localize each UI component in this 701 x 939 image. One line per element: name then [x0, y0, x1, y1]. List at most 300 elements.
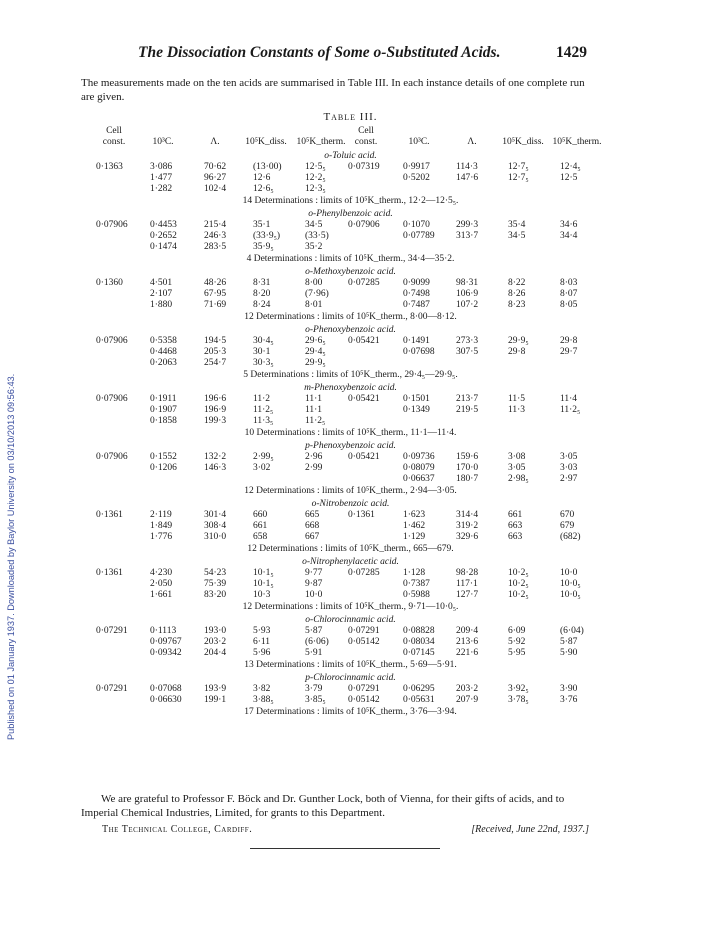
cell-ktherm-2: 10·0₅ — [560, 590, 581, 600]
cell-lambda: 194·5 — [204, 336, 227, 346]
cell-conc-2: 0·1491 — [403, 336, 430, 346]
cell-conc-2: 0·06637 — [403, 474, 435, 484]
cell-kdiss-2: 10·2₅ — [508, 568, 529, 578]
cell-conc-2: 0·1501 — [403, 394, 430, 404]
cell-lambda-2: 203·2 — [456, 684, 479, 694]
cell-conc: 0·1911 — [150, 394, 177, 404]
cell-kdiss: 8·31 — [253, 278, 271, 288]
cell-kdiss-2: 11·5 — [508, 394, 526, 404]
cell-ktherm: 5·91 — [305, 648, 323, 658]
cell-conc-2: 0·7387 — [403, 579, 430, 589]
cell-kdiss: 35·1 — [253, 220, 271, 230]
determinations-summary: 17 Determinations : limits of 10⁵K_therm., 3·76—3·94. — [244, 707, 457, 717]
table-row — [0, 695, 701, 706]
cell-lambda: 83·20 — [204, 590, 227, 600]
cell-kdiss-2: 6·09 — [508, 626, 526, 636]
cell-cell-const-2: 0·07285 — [348, 278, 380, 288]
page-number: 1429 — [556, 44, 587, 61]
cell-lambda-2: 117·1 — [456, 579, 478, 589]
cell-lambda-2: 329·6 — [456, 532, 479, 542]
cell-lambda: 310·0 — [204, 532, 227, 542]
cell-const-value: 0·07906 — [96, 452, 128, 462]
cell-cell-const-2: 0·07319 — [348, 162, 380, 172]
cell-lambda: 193·0 — [204, 626, 227, 636]
data-table — [0, 150, 701, 719]
cell-ktherm: 2·99 — [305, 463, 323, 473]
cell-conc: 1·477 — [150, 173, 173, 183]
cell-conc: 2·119 — [150, 510, 172, 520]
intro-paragraph: The measurements made on the ten acids are summarised in Table III. In each instance details of one complete run are given. — [81, 77, 585, 103]
cell-lambda: 199·3 — [204, 416, 227, 426]
table-row — [0, 231, 701, 242]
acknowledgement: We are grateful to Professor F. Böck and Dr. Gunther Lock, both of Vienna, for their gifts of acids, and to Imperial Chemical Industries, Limited, for grants to this Department. — [81, 793, 565, 819]
acid-group — [0, 614, 701, 672]
cell-kdiss-2: 29·8 — [508, 347, 526, 357]
cell-lambda-2: 209·4 — [456, 626, 479, 636]
table-row — [0, 510, 701, 521]
cell-kdiss-2: 8·23 — [508, 300, 526, 310]
acid-name: p-Phenoxybenzoic acid. — [305, 441, 396, 451]
cell-ktherm-2: 34·4 — [560, 231, 578, 241]
cell-ktherm-2: 29·7 — [560, 347, 578, 357]
cell-kdiss: 30·4₅ — [253, 336, 274, 346]
cell-ktherm-2: 10·0 — [560, 568, 578, 578]
cell-lambda: 203·2 — [204, 637, 227, 647]
cell-ktherm-2: 3·90 — [560, 684, 578, 694]
cell-cell-const-2: 0·1361 — [348, 510, 375, 520]
cell-cell-const-2: 0·05142 — [348, 637, 380, 647]
cell-lambda-2: 180·7 — [456, 474, 479, 484]
cell-ktherm: 3·79 — [305, 684, 323, 694]
cell-ktherm-2: 10·0₅ — [560, 579, 581, 589]
acid-group — [0, 440, 701, 498]
cell-conc: 4·230 — [150, 568, 173, 578]
cell-lambda: 193·9 — [204, 684, 227, 694]
cell-conc-2: 0·5202 — [403, 173, 430, 183]
acid-rows — [0, 162, 701, 195]
cell-ktherm: (33·5) — [305, 231, 329, 241]
table-row — [0, 590, 701, 601]
cell-const-value: 0·07906 — [96, 394, 128, 404]
cell-kdiss: (33·9₅) — [253, 231, 281, 241]
cell-conc: 0·1552 — [150, 452, 177, 462]
cell-ktherm-2: 8·05 — [560, 300, 578, 310]
cell-kdiss: 660 — [253, 510, 268, 520]
cell-lambda: 132·2 — [204, 452, 227, 462]
acid-rows — [0, 336, 701, 369]
cell-ktherm-2: (682) — [560, 532, 581, 542]
cell-ktherm-2: 679 — [560, 521, 575, 531]
cell-kdiss: 30·1 — [253, 347, 271, 357]
acid-name: o-Phenoxybenzoic acid. — [305, 325, 396, 335]
acid-rows — [0, 684, 701, 706]
cell-conc: 0·1206 — [150, 463, 177, 473]
cell-conc: 0·06630 — [150, 695, 182, 705]
cell-lambda: 146·3 — [204, 463, 227, 473]
cell-kdiss-2: 663 — [508, 532, 523, 542]
determinations-summary: 12 Determinations : limits of 10⁵K_therm., 9·71—10·0₅. — [242, 602, 459, 612]
cell-ktherm: 10·0 — [305, 590, 323, 600]
cell-cell-const-2: 0·07291 — [348, 684, 380, 694]
cell-kdiss: 3·02 — [253, 463, 271, 473]
cell-ktherm: 3·85₅ — [305, 695, 326, 705]
cell-const-value: 0·1360 — [96, 278, 123, 288]
cell-lambda: 215·4 — [204, 220, 227, 230]
cell-ktherm: 8·00 — [305, 278, 323, 288]
cell-conc: 1·661 — [150, 590, 173, 600]
cell-lambda: 301·4 — [204, 510, 227, 520]
cell-conc: 0·1474 — [150, 242, 177, 252]
cell-lambda-2: 159·6 — [456, 452, 479, 462]
table-row — [0, 463, 701, 474]
cell-conc-2: 1·623 — [403, 510, 426, 520]
determinations-summary: 4 Determinations : limits of 10⁵K_therm., 34·4—35·2. — [246, 254, 455, 264]
received-date: [Received, June 22nd, 1937.] — [471, 824, 589, 835]
cell-kdiss-2: 10·2₅ — [508, 590, 529, 600]
table-row — [0, 358, 701, 369]
cell-conc-2: 0·08079 — [403, 463, 435, 473]
cell-lambda: 199·1 — [204, 695, 227, 705]
cell-cell-const-2: 0·07906 — [348, 220, 380, 230]
cell-conc: 2·107 — [150, 289, 173, 299]
cell-kdiss: 6·11 — [253, 637, 271, 647]
cell-cell-const-2: 0·07291 — [348, 626, 380, 636]
determinations-summary: 13 Determinations : limits of 10⁵K_therm., 5·69—5·91. — [244, 660, 457, 670]
cell-ktherm-2: 8·07 — [560, 289, 578, 299]
cell-lambda: 205·3 — [204, 347, 227, 357]
cell-lambda: 283·5 — [204, 242, 227, 252]
cell-ktherm-2: 11·4 — [560, 394, 578, 404]
cell-conc-2: 0·08034 — [403, 637, 435, 647]
cell-kdiss-2: 5·95 — [508, 648, 526, 658]
cell-lambda: 54·23 — [204, 568, 227, 578]
determinations-summary: 5 Determinations : limits of 10⁵K_therm., 29·4₅—29·9₅. — [243, 370, 458, 380]
cell-ktherm-2: 11·2₅ — [560, 405, 581, 415]
cell-conc-2: 0·07698 — [403, 347, 435, 357]
cell-lambda: 204·4 — [204, 648, 227, 658]
cell-conc-2: 0·07789 — [403, 231, 435, 241]
cell-conc-2: 1·128 — [403, 568, 426, 578]
cell-lambda-2: 170·0 — [456, 463, 479, 473]
cell-kdiss: 5·96 — [253, 648, 271, 658]
cell-lambda: 102·4 — [204, 184, 227, 194]
table-row — [0, 184, 701, 195]
cell-ktherm: 29·4₅ — [305, 347, 326, 357]
cell-conc: 1·776 — [150, 532, 173, 542]
cell-kdiss: 3·88₅ — [253, 695, 274, 705]
acid-name: o-Nitrophenylacetic acid. — [302, 557, 399, 567]
cell-ktherm-2: 12·4₅ — [560, 162, 581, 172]
cell-ktherm: 12·2₅ — [305, 173, 326, 183]
cell-kdiss: 35·9₅ — [253, 242, 274, 252]
cell-lambda: 246·3 — [204, 231, 227, 241]
cell-kdiss-2: 3·78₅ — [508, 695, 529, 705]
determinations-summary: 12 Determinations : limits of 10⁵K_therm., 2·94—3·05. — [244, 486, 457, 496]
cell-const-value: 0·07291 — [96, 626, 128, 636]
table-row — [0, 648, 701, 659]
cell-conc-2: 0·7498 — [403, 289, 430, 299]
cell-ktherm-2: 12·5 — [560, 173, 578, 183]
cell-lambda-2: 273·3 — [456, 336, 479, 346]
cell-kdiss-2: 3·92₅ — [508, 684, 529, 694]
cell-ktherm: 667 — [305, 532, 320, 542]
cell-kdiss-2: 29·9₅ — [508, 336, 529, 346]
cell-ktherm: 34·5 — [305, 220, 323, 230]
acid-group — [0, 150, 701, 208]
cell-conc: 1·880 — [150, 300, 173, 310]
cell-ktherm: 29·6₅ — [305, 336, 326, 346]
cell-kdiss-2: 35·4 — [508, 220, 526, 230]
watermark-text: Published on 01 January 1937. Downloaded by Baylor University on 03/10/2013 09:56:43. — [6, 373, 16, 740]
cell-const-value: 0·07906 — [96, 336, 128, 346]
cell-conc-2: 1·462 — [403, 521, 426, 531]
cell-lambda: 96·27 — [204, 173, 227, 183]
cell-lambda-2: 221·6 — [456, 648, 479, 658]
cell-kdiss: 10·3 — [253, 590, 271, 600]
cell-conc: 0·07068 — [150, 684, 182, 694]
col-ktherm: 10⁵K_therm. — [296, 137, 346, 147]
cell-ktherm: 11·2₅ — [305, 416, 326, 426]
table-row — [0, 452, 701, 463]
cell-lambda: 254·7 — [204, 358, 227, 368]
cell-kdiss-2: 8·26 — [508, 289, 526, 299]
cell-conc-2: 0·09736 — [403, 452, 435, 462]
acid-rows — [0, 510, 701, 543]
table-row — [0, 626, 701, 637]
cell-ktherm: 668 — [305, 521, 320, 531]
cell-ktherm: (6·06) — [305, 637, 329, 647]
cell-conc: 0·2063 — [150, 358, 177, 368]
col-lambda: Λ. — [210, 137, 220, 147]
cell-lambda-2: 299·3 — [456, 220, 479, 230]
cell-conc: 0·4453 — [150, 220, 177, 230]
cell-const-value: 0·07291 — [96, 684, 128, 694]
cell-kdiss: 8·20 — [253, 289, 271, 299]
cell-lambda: 196·9 — [204, 405, 227, 415]
cell-ktherm: 5·87 — [305, 626, 323, 636]
acid-group — [0, 498, 701, 556]
acid-name: m-Phenoxybenzoic acid. — [304, 383, 397, 393]
cell-kdiss-2: 8·22 — [508, 278, 526, 288]
acid-group — [0, 382, 701, 440]
cell-ktherm: 12·5₅ — [305, 162, 326, 172]
cell-kdiss: 661 — [253, 521, 268, 531]
cell-conc: 1·849 — [150, 521, 173, 531]
cell-lambda-2: 207·9 — [456, 695, 479, 705]
cell-kdiss: 2·99₅ — [253, 452, 274, 462]
cell-lambda-2: 313·7 — [456, 231, 479, 241]
cell-conc-2: 0·1070 — [403, 220, 430, 230]
cell-ktherm-2: 5·90 — [560, 648, 578, 658]
cell-conc-2: 0·08828 — [403, 626, 435, 636]
cell-ktherm: 12·3₅ — [305, 184, 326, 194]
cell-conc: 0·09342 — [150, 648, 182, 658]
cell-conc-2: 0·7487 — [403, 300, 430, 310]
acid-name: p-Chlorocinnamic acid. — [305, 673, 396, 683]
table-row — [0, 405, 701, 416]
cell-ktherm-2: 3·05 — [560, 452, 578, 462]
cell-conc: 3·086 — [150, 162, 173, 172]
cell-kdiss: (13·00) — [253, 162, 282, 172]
acid-name: o-Methoxybenzoic acid. — [305, 267, 396, 277]
cell-kdiss: 11·3₅ — [253, 416, 274, 426]
table-row — [0, 579, 701, 590]
acid-group — [0, 266, 701, 324]
table-row — [0, 162, 701, 173]
cell-lambda-2: 98·28 — [456, 568, 479, 578]
cell-kdiss-2: 34·5 — [508, 231, 526, 241]
cell-lambda: 196·6 — [204, 394, 227, 404]
cell-ktherm-2: 8·03 — [560, 278, 578, 288]
acid-rows — [0, 394, 701, 427]
cell-const-value: 0·1361 — [96, 510, 123, 520]
cell-ktherm-2: 3·03 — [560, 463, 578, 473]
acid-group — [0, 208, 701, 266]
cell-kdiss: 10·1₅ — [253, 579, 274, 589]
cell-conc: 0·1113 — [150, 626, 177, 636]
cell-lambda-2: 114·3 — [456, 162, 478, 172]
cell-conc-2: 0·5988 — [403, 590, 430, 600]
cell-kdiss: 10·1₅ — [253, 568, 274, 578]
table-row — [0, 347, 701, 358]
table-row — [0, 521, 701, 532]
col-cell-const: Cell const. — [102, 126, 126, 147]
cell-const-value: 0·1361 — [96, 568, 123, 578]
acid-rows — [0, 278, 701, 311]
cell-conc: 0·1858 — [150, 416, 177, 426]
table-row — [0, 532, 701, 543]
cell-ktherm: 9·87 — [305, 579, 323, 589]
cell-ktherm-2: 5·87 — [560, 637, 578, 647]
cell-ktherm: 29·9₅ — [305, 358, 326, 368]
table-row — [0, 289, 701, 300]
cell-ktherm-2: (6·04) — [560, 626, 584, 636]
cell-ktherm-2: 34·6 — [560, 220, 578, 230]
cell-ktherm: 35·2 — [305, 242, 323, 252]
table-row — [0, 394, 701, 405]
table-row — [0, 173, 701, 184]
cell-kdiss: 12·6₅ — [253, 184, 274, 194]
cell-lambda-2: 307·5 — [456, 347, 479, 357]
col-conc: 10³C. — [152, 137, 174, 147]
cell-kdiss-2: 12·7₅ — [508, 162, 529, 172]
determinations-summary: 14 Determinations : limits of 10⁵K_therm., 12·2—12·5₅. — [242, 196, 459, 206]
cell-lambda: 48·26 — [204, 278, 227, 288]
cell-kdiss: 8·24 — [253, 300, 271, 310]
cell-ktherm-2: 29·8 — [560, 336, 578, 346]
acid-name: o-Toluic acid. — [324, 151, 377, 161]
cell-lambda: 308·4 — [204, 521, 227, 531]
cell-conc: 0·4468 — [150, 347, 177, 357]
cell-lambda: 70·62 — [204, 162, 227, 172]
cell-conc: 0·1907 — [150, 405, 177, 415]
cell-conc-2: 0·9917 — [403, 162, 430, 172]
determinations-summary: 10 Determinations : limits of 10⁵K_therm., 11·1—11·4. — [244, 428, 457, 438]
table-row — [0, 568, 701, 579]
acid-name: o-Phenylbenzoic acid. — [308, 209, 393, 219]
acid-rows — [0, 568, 701, 601]
table-row — [0, 220, 701, 231]
cell-conc: 0·5358 — [150, 336, 177, 346]
cell-kdiss: 11·2₅ — [253, 405, 274, 415]
cell-conc: 1·282 — [150, 184, 173, 194]
cell-kdiss-2: 5·92 — [508, 637, 526, 647]
cell-conc-2: 0·9099 — [403, 278, 430, 288]
cell-kdiss: 5·93 — [253, 626, 271, 636]
cell-cell-const-2: 0·07285 — [348, 568, 380, 578]
cell-kdiss: 30·3₅ — [253, 358, 274, 368]
table-row — [0, 336, 701, 347]
table-title: Table III. — [323, 111, 378, 123]
determinations-summary: 12 Determinations : limits of 10⁵K_therm., 8·00—8·12. — [244, 312, 457, 322]
cell-kdiss: 12·6 — [253, 173, 271, 183]
cell-lambda: 75·39 — [204, 579, 227, 589]
cell-conc-2: 0·05631 — [403, 695, 435, 705]
cell-lambda: 71·69 — [204, 300, 227, 310]
cell-ktherm: 8·01 — [305, 300, 323, 310]
cell-kdiss-2: 663 — [508, 521, 523, 531]
cell-ktherm-2: 670 — [560, 510, 575, 520]
cell-cell-const-2: 0·05421 — [348, 452, 380, 462]
cell-ktherm: 11·1 — [305, 394, 323, 404]
cell-lambda-2: 106·9 — [456, 289, 479, 299]
running-title: The Dissociation Constants of Some o-Substituted Acids. — [138, 44, 501, 61]
end-rule — [250, 848, 440, 849]
table-row — [0, 278, 701, 289]
table-column-headers — [0, 126, 701, 150]
cell-conc: 2·050 — [150, 579, 173, 589]
cell-conc: 4·501 — [150, 278, 173, 288]
cell-kdiss-2: 12·7₅ — [508, 173, 529, 183]
page-header — [120, 44, 587, 64]
cell-lambda-2: 98·31 — [456, 278, 479, 288]
table-row — [0, 416, 701, 427]
cell-lambda-2: 213·7 — [456, 394, 479, 404]
cell-kdiss-2: 3·08 — [508, 452, 526, 462]
determinations-summary: 12 Determinations : limits of 10⁵K_therm., 665—679. — [247, 544, 454, 554]
cell-conc-2: 1·129 — [403, 532, 426, 542]
institution: The Technical College, Cardiff. — [102, 824, 253, 835]
acid-rows — [0, 626, 701, 659]
cell-lambda-2: 314·4 — [456, 510, 479, 520]
cell-const-value: 0·1363 — [96, 162, 123, 172]
cell-conc-2: 0·06295 — [403, 684, 435, 694]
col-ktherm-2: 10⁵K_therm. — [552, 137, 602, 147]
cell-ktherm-2: 2·97 — [560, 474, 578, 484]
col-cell-const-2: Cell const. — [354, 126, 378, 147]
cell-kdiss-2: 10·2₅ — [508, 579, 529, 589]
acid-group — [0, 324, 701, 382]
cell-lambda-2: 127·7 — [456, 590, 479, 600]
cell-conc-2: 0·07145 — [403, 648, 435, 658]
cell-ktherm: 665 — [305, 510, 320, 520]
cell-ktherm: 11·1 — [305, 405, 323, 415]
acid-rows — [0, 452, 701, 485]
acid-rows — [0, 220, 701, 253]
cell-ktherm: (7·96) — [305, 289, 329, 299]
cell-conc-2: 0·1349 — [403, 405, 430, 415]
col-kdiss-2: 10⁵K_diss. — [502, 137, 544, 147]
col-conc-2: 10³C. — [408, 137, 430, 147]
cell-lambda: 67·95 — [204, 289, 227, 299]
cell-cell-const-2: 0·05421 — [348, 394, 380, 404]
cell-conc: 0·09767 — [150, 637, 182, 647]
cell-ktherm: 9·77 — [305, 568, 323, 578]
acid-group — [0, 672, 701, 719]
cell-ktherm-2: 3·76 — [560, 695, 578, 705]
table-row — [0, 474, 701, 485]
acid-name: o-Chlorocinnamic acid. — [305, 615, 396, 625]
